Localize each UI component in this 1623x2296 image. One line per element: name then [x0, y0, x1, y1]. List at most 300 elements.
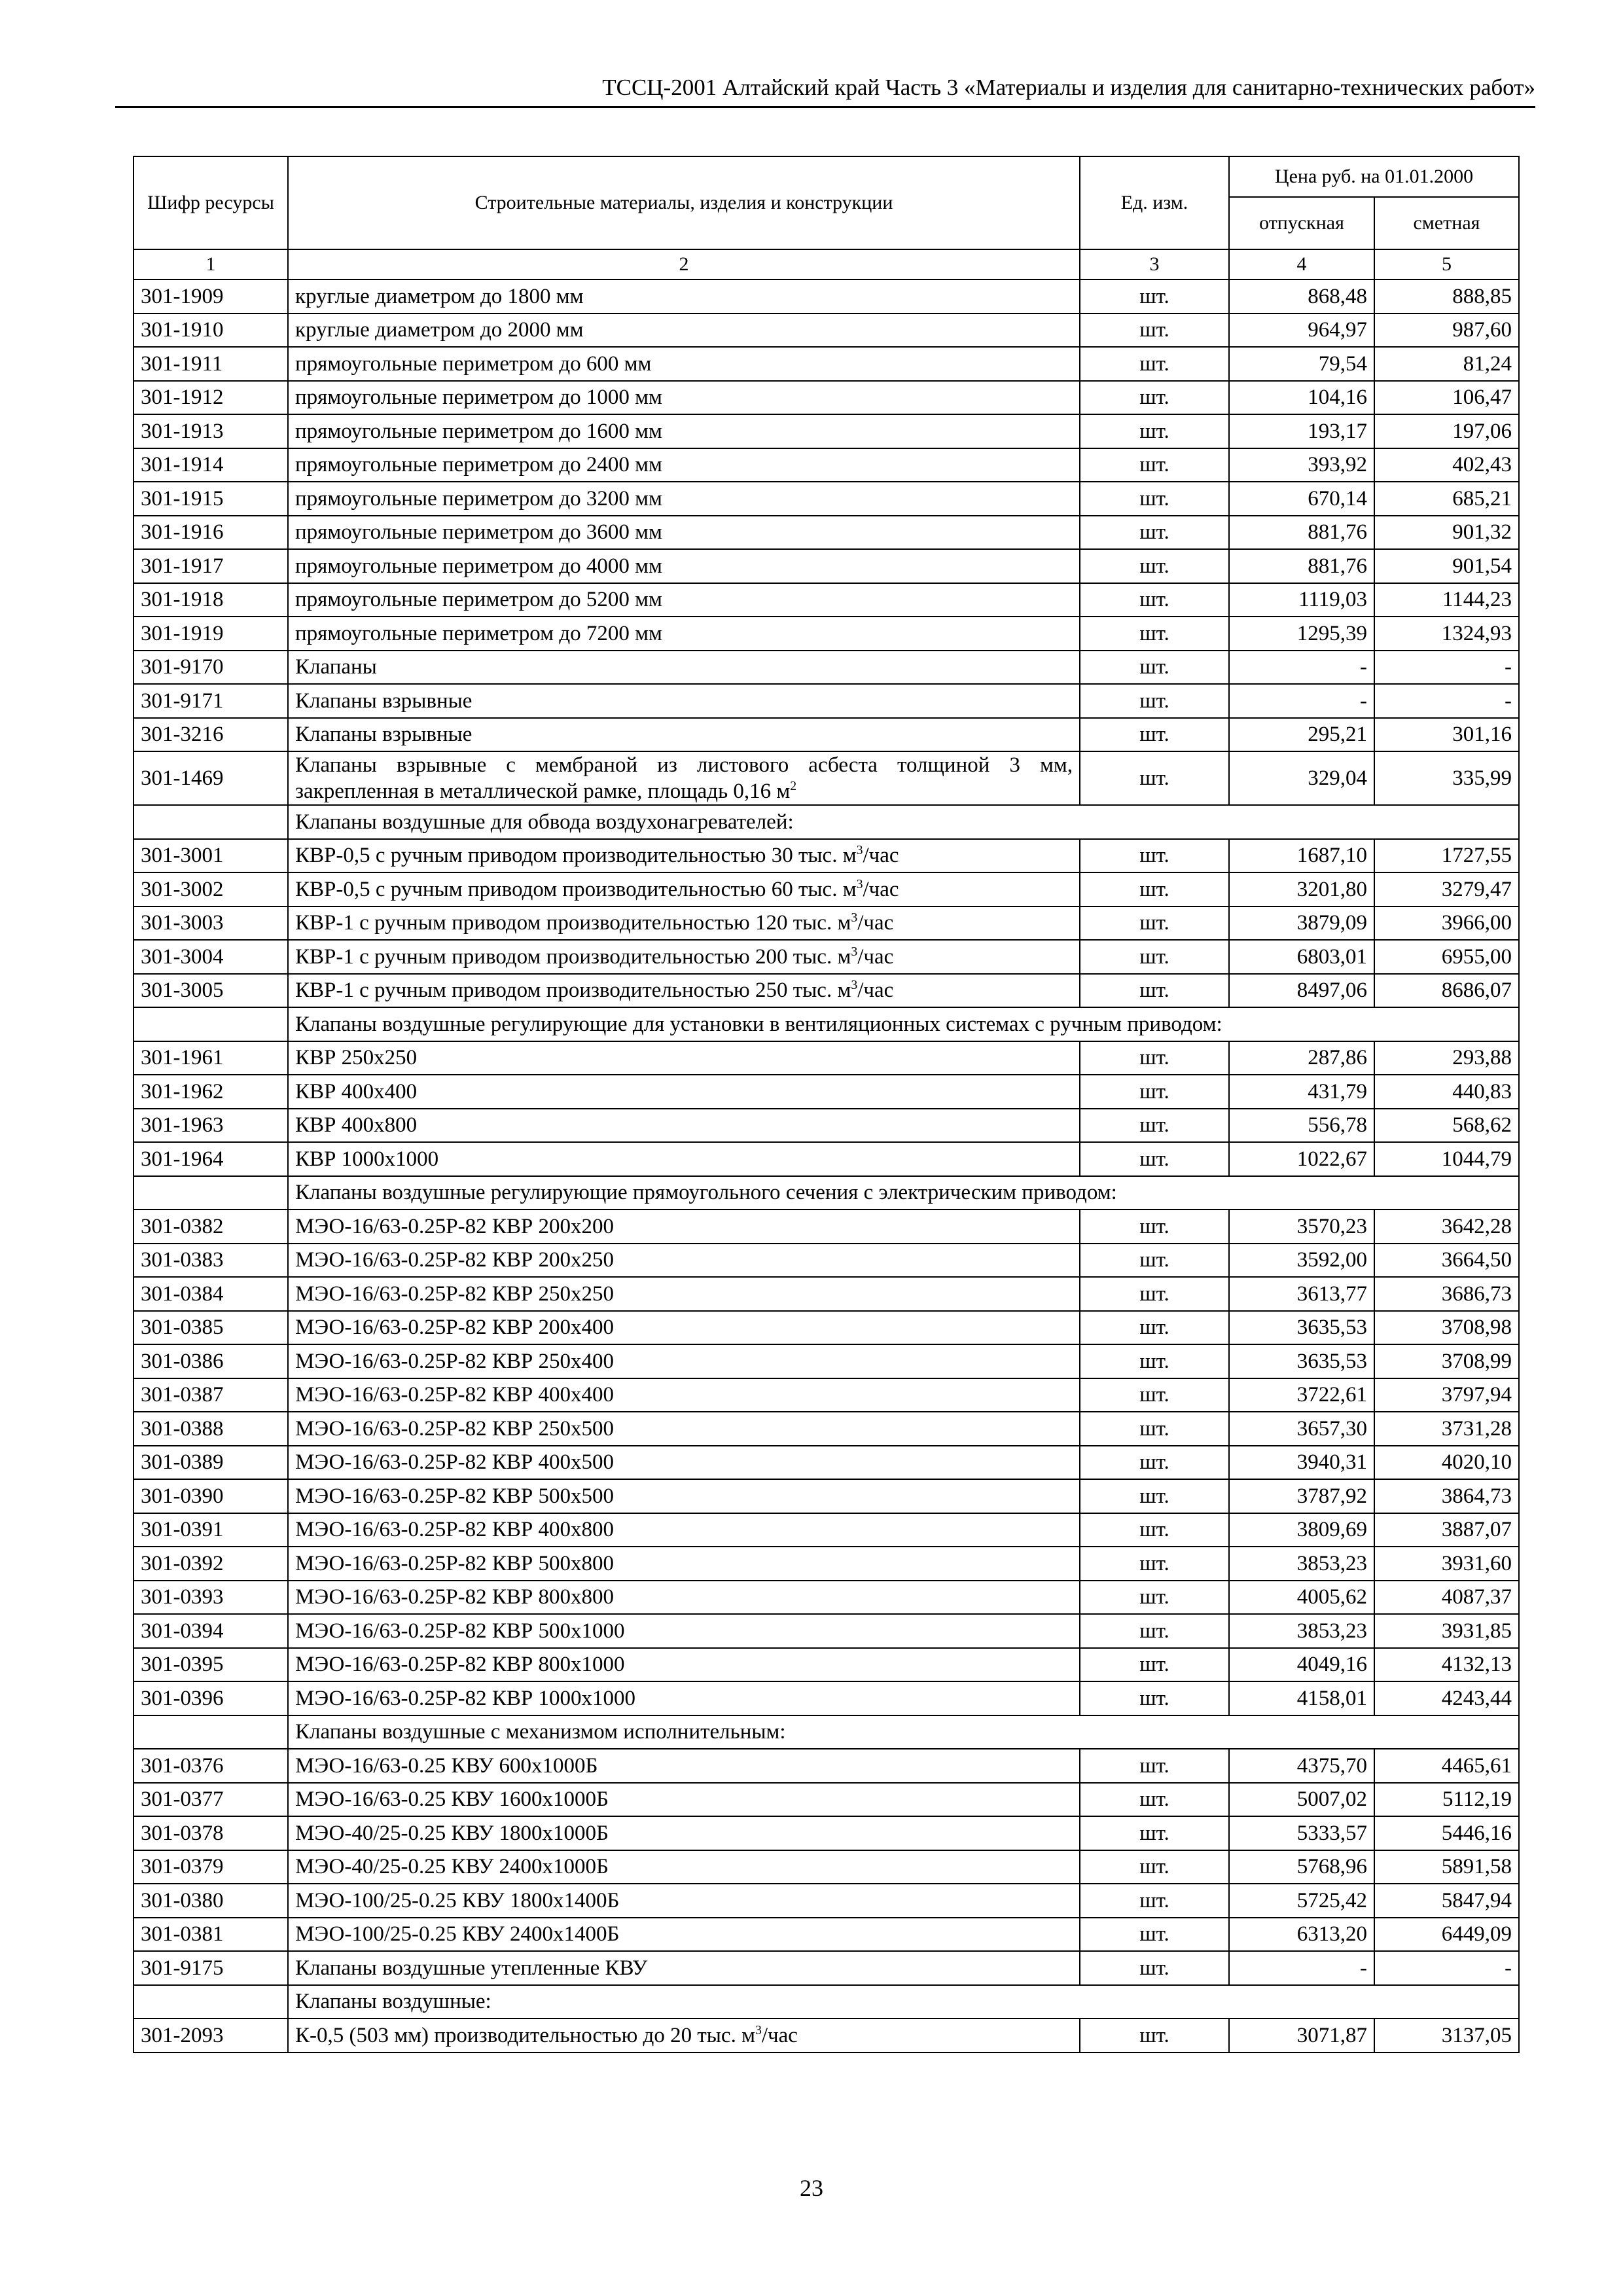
name-text: МЭО-16/63-0.25Р-82 КВР 500х800 — [295, 1551, 614, 1575]
header-unit: Ед. изм. — [1080, 156, 1229, 249]
cell-name — [288, 347, 1080, 381]
table-row — [134, 2018, 1519, 2053]
cell-price-estimate: 3708,98 — [1374, 1311, 1519, 1345]
cell-price-release: 3809,69 — [1229, 1513, 1374, 1547]
cell-price-release: - — [1229, 684, 1374, 718]
name-text: МЭО-16/63-0.25Р-82 КВР 250х400 — [295, 1349, 614, 1373]
name-text: КВР 1000х1000 — [295, 1147, 439, 1171]
group-title: Клапаны воздушные регулирующие для установки в вентиляционных системах с ручным приводом: — [288, 1007, 1519, 1041]
cell-unit: шт. — [1080, 839, 1229, 873]
cell-price-release: 4049,16 — [1229, 1648, 1374, 1682]
cell-unit: шт. — [1080, 347, 1229, 381]
cell-code: 301-0393 — [134, 1581, 288, 1615]
cell-code: 301-1915 — [134, 482, 288, 516]
name-text: МЭО-100/25-0.25 КВУ 1800х1400Б — [295, 1888, 620, 1912]
cell-code: 301-0377 — [134, 1783, 288, 1817]
cell-unit: шт. — [1080, 1277, 1229, 1311]
name-text: МЭО-16/63-0.25Р-82 КВР 500х500 — [295, 1484, 614, 1508]
cell-price-estimate: 3887,07 — [1374, 1513, 1519, 1547]
cell-price-estimate: 5446,16 — [1374, 1816, 1519, 1850]
table-row — [134, 1581, 1519, 1615]
table-row — [134, 651, 1519, 685]
cell-unit: шт. — [1080, 381, 1229, 415]
name-text: КВР 250х250 — [295, 1046, 418, 1070]
cell-unit: шт. — [1080, 1547, 1229, 1581]
name-text: прямоугольные периметром до 3600 мм — [295, 520, 662, 545]
cell-price-estimate: - — [1374, 684, 1519, 718]
cell-code-empty — [134, 805, 288, 839]
cell-price-release: 79,54 — [1229, 347, 1374, 381]
cell-name — [288, 940, 1080, 974]
cell-price-release: 4005,62 — [1229, 1581, 1374, 1615]
cell-unit: шт. — [1080, 1142, 1229, 1176]
cell-price-estimate: 197,06 — [1374, 414, 1519, 448]
cell-unit: шт. — [1080, 1075, 1229, 1109]
cell-unit: шт. — [1080, 482, 1229, 516]
cell-code-empty — [134, 1715, 288, 1749]
table-row — [134, 839, 1519, 873]
table-row — [134, 1210, 1519, 1244]
cell-name — [288, 1614, 1080, 1648]
cell-code: 301-0396 — [134, 1681, 288, 1715]
superscript: 3 — [755, 2022, 762, 2037]
price-table — [133, 156, 1520, 2053]
cell-unit: шт. — [1080, 1446, 1229, 1480]
cell-code: 301-3216 — [134, 718, 288, 752]
cell-unit: шт. — [1080, 1749, 1229, 1783]
name-text: прямоугольные периметром до 4000 мм — [295, 554, 662, 578]
cell-price-estimate: 8686,07 — [1374, 974, 1519, 1008]
cell-price-estimate: 402,43 — [1374, 448, 1519, 482]
cell-price-estimate: 568,62 — [1374, 1109, 1519, 1143]
cell-code: 301-9175 — [134, 1951, 288, 1985]
cell-price-release: 964,97 — [1229, 314, 1374, 348]
cell-price-estimate: 3731,28 — [1374, 1412, 1519, 1446]
cell-price-estimate: 5847,94 — [1374, 1884, 1519, 1918]
cell-name — [288, 1244, 1080, 1278]
cell-price-release: 881,76 — [1229, 516, 1374, 550]
cell-code: 301-0386 — [134, 1344, 288, 1378]
header-price-estimate: сметная — [1374, 197, 1519, 249]
cell-code: 301-1909 — [134, 279, 288, 314]
cell-price-estimate: 6955,00 — [1374, 940, 1519, 974]
table-row — [134, 1244, 1519, 1278]
name-text: МЭО-16/63-0.25Р-82 КВР 500х1000 — [295, 1619, 625, 1643]
cell-name — [288, 1311, 1080, 1345]
cell-name — [288, 1884, 1080, 1918]
cell-code: 301-1962 — [134, 1075, 288, 1109]
table-row — [134, 1041, 1519, 1075]
cell-name — [288, 906, 1080, 941]
cell-price-estimate: 4087,37 — [1374, 1581, 1519, 1615]
table-row — [134, 1311, 1519, 1345]
name-text: прямоугольные периметром до 1600 мм — [295, 419, 662, 443]
name-text: КВР-1 с ручным приводом производительностью 250 тыс. м — [295, 978, 851, 1003]
cell-unit: шт. — [1080, 516, 1229, 550]
cell-unit: шт. — [1080, 872, 1229, 906]
cell-code: 301-1964 — [134, 1142, 288, 1176]
name-text: прямоугольные периметром до 600 мм — [295, 351, 652, 376]
cell-price-release: 3787,92 — [1229, 1479, 1374, 1513]
cell-price-estimate: 4465,61 — [1374, 1749, 1519, 1783]
cell-price-release: 3071,87 — [1229, 2018, 1374, 2053]
cell-price-release: 5333,57 — [1229, 1816, 1374, 1850]
cell-name — [288, 1648, 1080, 1682]
cell-price-estimate: 3708,99 — [1374, 1344, 1519, 1378]
cell-code: 301-0387 — [134, 1378, 288, 1412]
name-text: МЭО-16/63-0.25Р-82 КВР 200х250 — [295, 1248, 614, 1272]
cell-name — [288, 1041, 1080, 1075]
table-row — [134, 1344, 1519, 1378]
name-text: К-0,5 (503 мм) производительностью до 20 тыс. м — [295, 2023, 755, 2047]
table-row — [134, 279, 1519, 314]
cell-price-estimate: 5891,58 — [1374, 1850, 1519, 1884]
table-row — [134, 718, 1519, 752]
cell-unit: шт. — [1080, 1884, 1229, 1918]
group-title: Клапаны воздушные для обвода воздухонагревателей: — [288, 805, 1519, 839]
cell-code: 301-0391 — [134, 1513, 288, 1547]
page-header — [115, 65, 1535, 108]
cell-unit: шт. — [1080, 1378, 1229, 1412]
cell-code: 301-1469 — [134, 751, 288, 805]
cell-name — [288, 1783, 1080, 1817]
cell-code: 301-0394 — [134, 1614, 288, 1648]
cell-unit: шт. — [1080, 1681, 1229, 1715]
cell-unit: шт. — [1080, 974, 1229, 1008]
cell-unit: шт. — [1080, 1614, 1229, 1648]
cell-unit: шт. — [1080, 1344, 1229, 1378]
name-text: МЭО-16/63-0.25Р-82 КВР 200х200 — [295, 1214, 614, 1238]
cell-price-estimate: 901,54 — [1374, 549, 1519, 583]
cell-price-release: 3940,31 — [1229, 1446, 1374, 1480]
cell-price-release: 329,04 — [1229, 751, 1374, 805]
cell-price-estimate: 1144,23 — [1374, 583, 1519, 617]
table-row — [134, 1513, 1519, 1547]
cell-name — [288, 872, 1080, 906]
group-title: Клапаны воздушные регулирующие прямоугольного сечения с электрическим приводом: — [288, 1176, 1519, 1210]
cell-unit: шт. — [1080, 1783, 1229, 1817]
cell-unit: шт. — [1080, 1581, 1229, 1615]
cell-price-estimate: 3642,28 — [1374, 1210, 1519, 1244]
cell-name — [288, 1816, 1080, 1850]
cell-name — [288, 314, 1080, 348]
group-title: Клапаны воздушные с механизмом исполнительным: — [288, 1715, 1519, 1749]
cell-price-release: 3853,23 — [1229, 1614, 1374, 1648]
cell-name — [288, 1142, 1080, 1176]
cell-price-estimate: 1727,55 — [1374, 839, 1519, 873]
group-title: Клапаны воздушные: — [288, 1985, 1519, 2019]
table-row — [134, 414, 1519, 448]
cell-unit: шт. — [1080, 1244, 1229, 1278]
cell-name — [288, 1446, 1080, 1480]
cell-price-release: 3853,23 — [1229, 1547, 1374, 1581]
cell-code: 301-0395 — [134, 1648, 288, 1682]
name-suffix: /час — [857, 911, 894, 935]
superscript: 3 — [856, 843, 863, 858]
name-text: МЭО-16/63-0.25Р-82 КВР 250х250 — [295, 1282, 614, 1306]
cell-price-estimate: 1044,79 — [1374, 1142, 1519, 1176]
cell-price-release: 431,79 — [1229, 1075, 1374, 1109]
table-row — [134, 1109, 1519, 1143]
column-number: 1 — [134, 249, 288, 279]
cell-price-release: 1295,39 — [1229, 617, 1374, 651]
column-number: 3 — [1080, 249, 1229, 279]
name-text: прямоугольные периметром до 5200 мм — [295, 588, 662, 612]
name-text: Клапаны воздушные утепленные КВУ — [295, 1956, 648, 1980]
name-text: прямоугольные периметром до 1000 мм — [295, 386, 662, 410]
cell-code-empty — [134, 1176, 288, 1210]
cell-price-estimate: 3864,73 — [1374, 1479, 1519, 1513]
cell-code: 301-0379 — [134, 1850, 288, 1884]
name-text: КВР 400х800 — [295, 1113, 418, 1138]
cell-unit: шт. — [1080, 1918, 1229, 1952]
table-row — [134, 347, 1519, 381]
name-suffix: /час — [863, 844, 899, 868]
name-text: МЭО-16/63-0.25 КВУ 1600х1000Б — [295, 1787, 609, 1812]
cell-unit: шт. — [1080, 1850, 1229, 1884]
group-header-row — [134, 1176, 1519, 1210]
cell-name — [288, 1918, 1080, 1952]
cell-price-release: - — [1229, 1951, 1374, 1985]
table-row — [134, 684, 1519, 718]
table-row — [134, 940, 1519, 974]
cell-code: 301-0392 — [134, 1547, 288, 1581]
name-text: МЭО-40/25-0.25 КВУ 1800х1000Б — [295, 1821, 609, 1845]
header-code: Шифр ресурсы — [134, 156, 288, 249]
cell-price-estimate: 901,32 — [1374, 516, 1519, 550]
cell-code: 301-1918 — [134, 583, 288, 617]
cell-unit: шт. — [1080, 1648, 1229, 1682]
cell-unit: шт. — [1080, 1951, 1229, 1985]
cell-price-estimate: 301,16 — [1374, 718, 1519, 752]
cell-price-release: 5007,02 — [1229, 1783, 1374, 1817]
cell-price-estimate: 6449,09 — [1374, 1918, 1519, 1952]
table-row — [134, 1378, 1519, 1412]
cell-name — [288, 381, 1080, 415]
cell-name — [288, 1850, 1080, 1884]
table-row — [134, 1648, 1519, 1682]
cell-price-release: 1022,67 — [1229, 1142, 1374, 1176]
cell-name — [288, 718, 1080, 752]
cell-unit: шт. — [1080, 1311, 1229, 1345]
cell-code: 301-0389 — [134, 1446, 288, 1480]
cell-code-empty — [134, 1985, 288, 2019]
cell-name — [288, 1378, 1080, 1412]
cell-price-release: 6803,01 — [1229, 940, 1374, 974]
cell-price-estimate: 3966,00 — [1374, 906, 1519, 941]
table-row — [134, 1277, 1519, 1311]
cell-price-release: 3657,30 — [1229, 1412, 1374, 1446]
table-row — [134, 1918, 1519, 1952]
cell-name — [288, 1681, 1080, 1715]
cell-code: 301-0383 — [134, 1244, 288, 1278]
cell-name — [288, 583, 1080, 617]
header-name: Строительные материалы, изделия и конструкции — [288, 156, 1080, 249]
cell-name — [288, 974, 1080, 1008]
name-text: МЭО-16/63-0.25Р-82 КВР 400х500 — [295, 1450, 614, 1475]
cell-name — [288, 482, 1080, 516]
cell-name — [288, 279, 1080, 314]
cell-price-release: 4375,70 — [1229, 1749, 1374, 1783]
cell-name — [288, 1749, 1080, 1783]
name-text: МЭО-16/63-0.25Р-82 КВР 400х400 — [295, 1383, 614, 1407]
cell-price-release: 881,76 — [1229, 549, 1374, 583]
cell-price-release: 3879,09 — [1229, 906, 1374, 941]
name-text: КВР 400х400 — [295, 1079, 418, 1103]
cell-unit: шт. — [1080, 651, 1229, 685]
name-text: КВР-1 с ручным приводом производительностью 200 тыс. м — [295, 944, 851, 969]
table-row — [134, 1749, 1519, 1783]
superscript: 3 — [851, 944, 858, 959]
cell-unit: шт. — [1080, 279, 1229, 314]
name-text: МЭО-16/63-0.25Р-82 КВР 1000х1000 — [295, 1686, 635, 1710]
column-number: 4 — [1229, 249, 1374, 279]
cell-code: 301-3001 — [134, 839, 288, 873]
cell-code: 301-1961 — [134, 1041, 288, 1075]
cell-unit: шт. — [1080, 1412, 1229, 1446]
cell-name — [288, 549, 1080, 583]
table-row — [134, 583, 1519, 617]
cell-code: 301-3004 — [134, 940, 288, 974]
cell-code: 301-1912 — [134, 381, 288, 415]
cell-unit: шт. — [1080, 684, 1229, 718]
superscript: 2 — [790, 779, 797, 793]
cell-name — [288, 684, 1080, 718]
name-text: МЭО-100/25-0.25 КВУ 2400х1400Б — [295, 1922, 620, 1946]
name-text: МЭО-16/63-0.25Р-82 КВР 400х800 — [295, 1518, 614, 1542]
cell-price-release: 5725,42 — [1229, 1884, 1374, 1918]
table-row — [134, 1446, 1519, 1480]
table-row — [134, 906, 1519, 941]
cell-code: 301-1963 — [134, 1109, 288, 1143]
table-row — [134, 872, 1519, 906]
cell-name — [288, 1513, 1080, 1547]
header-price-release: отпускная — [1229, 197, 1374, 249]
cell-code: 301-2093 — [134, 2018, 288, 2053]
cell-unit: шт. — [1080, 751, 1229, 805]
cell-price-release: 3201,80 — [1229, 872, 1374, 906]
superscript: 3 — [851, 978, 858, 993]
cell-price-estimate: 440,83 — [1374, 1075, 1519, 1109]
header-price-group: Цена руб. на 01.01.2000 — [1229, 156, 1519, 197]
cell-unit: шт. — [1080, 2018, 1229, 2053]
cell-unit: шт. — [1080, 448, 1229, 482]
name-text: МЭО-40/25-0.25 КВУ 2400х1000Б — [295, 1855, 609, 1879]
cell-code: 301-1914 — [134, 448, 288, 482]
cell-name — [288, 1075, 1080, 1109]
cell-price-estimate: 3686,73 — [1374, 1277, 1519, 1311]
cell-code: 301-1916 — [134, 516, 288, 550]
cell-price-estimate: 293,88 — [1374, 1041, 1519, 1075]
cell-code: 301-0390 — [134, 1479, 288, 1513]
cell-price-release: 1687,10 — [1229, 839, 1374, 873]
name-text: КВР-0,5 с ручным приводом производительностью 60 тыс. м — [295, 877, 857, 901]
cell-code: 301-0384 — [134, 1277, 288, 1311]
name-suffix: /час — [863, 877, 899, 901]
name-text: Клапаны взрывные с мембраной из листового асбеста толщиной 3 мм, закрепленная в металлической рамке, площадь 0,16 м — [295, 753, 1073, 803]
cell-unit: шт. — [1080, 549, 1229, 583]
cell-name — [288, 1210, 1080, 1244]
cell-price-release: 6313,20 — [1229, 1918, 1374, 1952]
cell-code: 301-1910 — [134, 314, 288, 348]
cell-price-estimate: 335,99 — [1374, 751, 1519, 805]
cell-price-release: 193,17 — [1229, 414, 1374, 448]
table-row — [134, 1412, 1519, 1446]
table-row — [134, 549, 1519, 583]
cell-price-estimate: - — [1374, 651, 1519, 685]
cell-price-release: 3635,53 — [1229, 1311, 1374, 1345]
cell-price-estimate: 3279,47 — [1374, 872, 1519, 906]
cell-price-release: 4158,01 — [1229, 1681, 1374, 1715]
cell-price-release: 1119,03 — [1229, 583, 1374, 617]
cell-price-estimate: 3797,94 — [1374, 1378, 1519, 1412]
cell-price-release: 8497,06 — [1229, 974, 1374, 1008]
cell-name — [288, 1547, 1080, 1581]
name-suffix: /час — [857, 944, 894, 969]
table-row — [134, 1479, 1519, 1513]
name-text: МЭО-16/63-0.25 КВУ 600х1000Б — [295, 1753, 598, 1778]
cell-code: 301-1913 — [134, 414, 288, 448]
cell-code: 301-0388 — [134, 1412, 288, 1446]
superscript: 3 — [856, 876, 863, 891]
cell-name — [288, 1109, 1080, 1143]
cell-name — [288, 839, 1080, 873]
table-row — [134, 974, 1519, 1008]
name-text: Клапаны — [295, 655, 377, 679]
cell-name — [288, 516, 1080, 550]
cell-price-estimate: 987,60 — [1374, 314, 1519, 348]
cell-price-estimate: 888,85 — [1374, 279, 1519, 314]
cell-unit: шт. — [1080, 617, 1229, 651]
table-row — [134, 482, 1519, 516]
cell-code: 301-9171 — [134, 684, 288, 718]
name-text: МЭО-16/63-0.25Р-82 КВР 800х1000 — [295, 1653, 625, 1677]
table-row — [134, 1951, 1519, 1985]
table-row — [134, 1681, 1519, 1715]
column-number: 2 — [288, 249, 1080, 279]
cell-name — [288, 1479, 1080, 1513]
table-row — [134, 1547, 1519, 1581]
cell-price-release: 3592,00 — [1229, 1244, 1374, 1278]
cell-price-release: 868,48 — [1229, 279, 1374, 314]
table-row — [134, 1816, 1519, 1850]
name-suffix: /час — [761, 2023, 798, 2047]
cell-code: 301-0382 — [134, 1210, 288, 1244]
page-number: 23 — [800, 2175, 823, 2201]
cell-price-release: 3635,53 — [1229, 1344, 1374, 1378]
cell-price-release: 556,78 — [1229, 1109, 1374, 1143]
name-text: КВР-0,5 с ручным приводом производительностью 30 тыс. м — [295, 844, 857, 868]
cell-price-release: 104,16 — [1229, 381, 1374, 415]
cell-code: 301-1917 — [134, 549, 288, 583]
group-header-row — [134, 1715, 1519, 1749]
cell-price-release: 295,21 — [1229, 718, 1374, 752]
group-header-row — [134, 805, 1519, 839]
cell-price-release: 5768,96 — [1229, 1850, 1374, 1884]
cell-code: 301-0381 — [134, 1918, 288, 1952]
cell-price-estimate: 3931,85 — [1374, 1614, 1519, 1648]
name-text: прямоугольные периметром до 2400 мм — [295, 453, 662, 477]
cell-price-estimate: 1324,93 — [1374, 617, 1519, 651]
cell-price-release: 287,86 — [1229, 1041, 1374, 1075]
cell-unit: шт. — [1080, 583, 1229, 617]
cell-name — [288, 414, 1080, 448]
cell-code-empty — [134, 1007, 288, 1041]
table-row — [134, 381, 1519, 415]
name-text: прямоугольные периметром до 7200 мм — [295, 621, 662, 645]
cell-name — [288, 1951, 1080, 1985]
cell-code: 301-0385 — [134, 1311, 288, 1345]
